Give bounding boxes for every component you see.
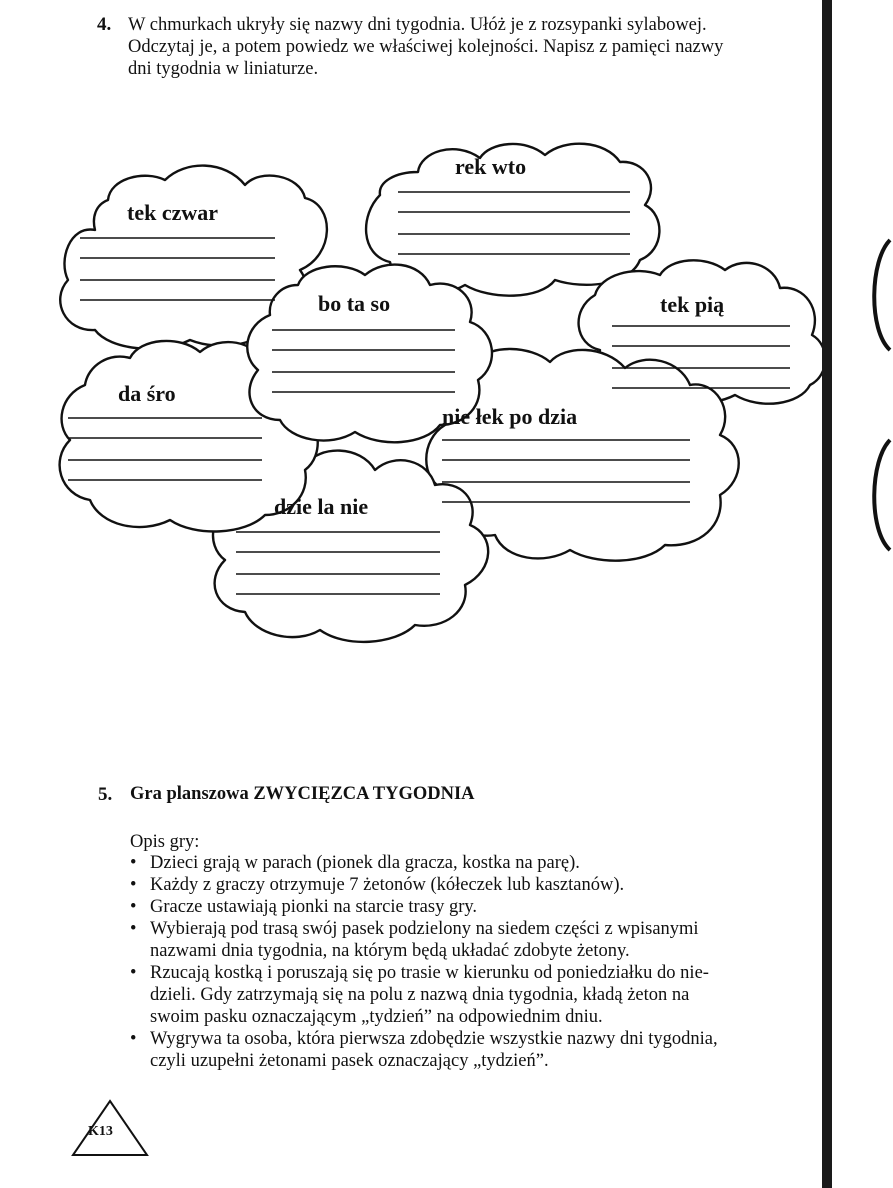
rule-line: Gracze ustawiają pionki na starcie trasy gry. bbox=[150, 897, 478, 917]
rule-line: Rzucają kostką i poruszają się po trasie w kierunku od poniedziałku do nie- bbox=[150, 963, 709, 983]
game-rules-list bbox=[130, 852, 780, 1072]
page-badge-label: K13 bbox=[88, 1124, 113, 1139]
cloud-label: nie łek po dzia bbox=[442, 404, 578, 429]
rule-line: Dzieci grają w parach (pionek dla gracza, kostka na parę). bbox=[150, 853, 580, 873]
instruction-line: W chmurkach ukryły się nazwy dni tygodnia. Ułóż je z rozsypanki sylabowej. bbox=[128, 15, 707, 35]
rule-line: swoim pasku oznaczającym „tydzień” na odpowiednim dniu. bbox=[150, 1007, 603, 1027]
binding-edge-bar bbox=[822, 0, 832, 1188]
exercise-5-number: 5. bbox=[98, 784, 113, 805]
cloud-label: bo ta so bbox=[318, 291, 391, 316]
list-item bbox=[130, 962, 780, 1028]
list-item bbox=[130, 1028, 780, 1072]
cloud-label: da śro bbox=[118, 381, 176, 406]
rule-line: Wygrywa ta osoba, która pierwsza zdobędzie wszystkie nazwy dni tygodnia, bbox=[150, 1029, 718, 1049]
rule-line: nazwami dnia tygodnia, na którym będą układać zdobyte żetony. bbox=[150, 941, 630, 961]
exercise-4-number: 4. bbox=[97, 14, 112, 35]
bullet: • bbox=[130, 919, 137, 939]
list-item bbox=[130, 874, 780, 896]
bullet: • bbox=[130, 875, 137, 895]
bullet: • bbox=[130, 1029, 137, 1049]
rule-line: Każdy z graczy otrzymuje 7 żetonów (kółeczek lub kasztanów). bbox=[150, 875, 625, 895]
instruction-line: Odczytaj je, a potem powiedz we właściwej kolejności. Napisz z pamięci nazwy bbox=[128, 37, 724, 57]
bullet: • bbox=[130, 897, 137, 917]
cloud-label: dzie la nie bbox=[274, 494, 369, 519]
list-item bbox=[130, 896, 780, 918]
exercise-5-title: Gra planszowa ZWYCIĘZCA TYGODNIA bbox=[130, 784, 475, 804]
rule-line: Wybierają pod trasą swój pasek podzielony na siedem części z wpisanymi bbox=[150, 919, 699, 939]
cloud-label: rek wto bbox=[455, 154, 527, 179]
edge-brackets bbox=[860, 230, 893, 560]
instruction-line: dni tygodnia w liniaturze. bbox=[128, 59, 319, 79]
rule-line: czyli uzupełni żetonami pasek oznaczający „tydzień”. bbox=[150, 1051, 549, 1071]
cloud-label: tek czwar bbox=[127, 200, 219, 225]
bullet: • bbox=[130, 963, 137, 983]
description-heading: Opis gry: bbox=[130, 832, 200, 852]
cloud-label: tek pią bbox=[660, 292, 725, 317]
list-item bbox=[130, 852, 780, 874]
rule-line: dzieli. Gdy zatrzymają się na polu z nazwą dnia tygodnia, kładą żeton na bbox=[150, 985, 690, 1005]
list-item bbox=[130, 918, 780, 962]
bullet: • bbox=[130, 853, 137, 873]
